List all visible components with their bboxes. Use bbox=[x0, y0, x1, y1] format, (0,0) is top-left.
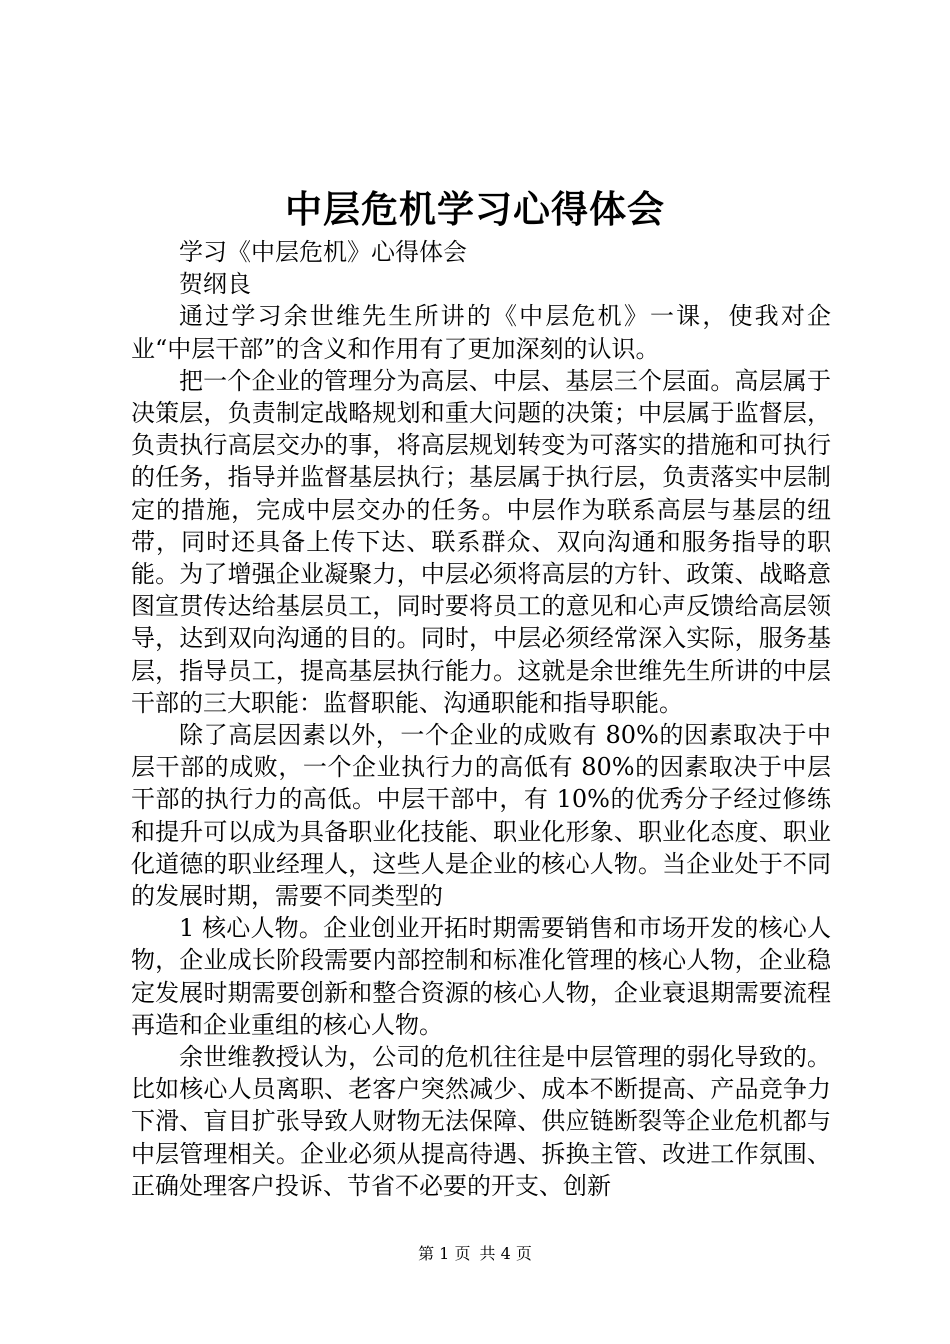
body-paragraph: 除了高层因素以外，一个企业的成败有 80%的因素取决于中层干部的成败，一个企业执行力的高低有 80%的因素取决于中层干部的执行力的高低。中层干部中，有 10%的优秀分子经过修练和提升可以成为具备职业化技能、职业化形象、职业化态度、职业化道德的职业经理人，这些人是企业的核心人物。当企业处于不同的发展时期，需要不同类型的 bbox=[131, 721, 831, 911]
document-body bbox=[131, 236, 831, 1202]
author-paragraph: 贺纲良 bbox=[179, 270, 251, 299]
subtitle-paragraph: 学习《中层危机》心得体会 bbox=[179, 238, 467, 266]
page-total: 共 4 页 bbox=[479, 1244, 532, 1263]
body-paragraph: 1 核心人物。企业创业开拓时期需要销售和市场开发的核心人物，企业成长阶段需要内部控制和标准化管理的核心人物，企业稳定发展时期需要创新和整合资源的核心人物，企业衰退期需要流程再造和企业重组的核心人物。 bbox=[131, 914, 831, 1039]
page-number: 第 1 页 bbox=[418, 1244, 471, 1263]
body-paragraph: 通过学习余世维先生所讲的《中层危机》一课，使我对企业“中层干部”的含义和作用有了更加深刻的认识。 bbox=[131, 302, 831, 363]
body-paragraph: 把一个企业的管理分为高层、中层、基层三个层面。高层属于决策层，负责制定战略规划和重大问题的决策；中层属于监督层，负责执行高层交办的事，将高层规划转变为可落实的措施和可执行的任务，指导并监督基层执行；基层属于执行层，负责落实中层制定的措施，完成中层交办的任务。中层作为联系高层与基层的纽带，同时还具备上传下达、联系群众、双向沟通和服务指导的职能。为了增强企业凝聚力，中层必须将高层的方针、政策、战略意图宣贯传达给基层员工，同时要将员工的意见和心声反馈给高层领导，达到双向沟通的目的。同时，中层必须经常深入实际，服务基层，指导员工，提高基层执行能力。这就是余世维先生所讲的中层干部的三大职能：监督职能、沟通职能和指导职能。 bbox=[131, 366, 831, 717]
document-title: 中层危机学习心得体会 bbox=[285, 187, 665, 231]
body-paragraph: 余世维教授认为，公司的危机往往是中层管理的弱化导致的。比如核心人员离职、老客户突然减少、成本不断提高、产品竞争力下滑、盲目扩张导致人财物无法保障、供应链断裂等企业危机都与中层管理相关。企业必须从提高待遇、拆换主管、改进工作氛围、正确处理客户投诉、节省不必要的开支、创新 bbox=[131, 1043, 831, 1200]
page-footer bbox=[0, 1243, 950, 1265]
